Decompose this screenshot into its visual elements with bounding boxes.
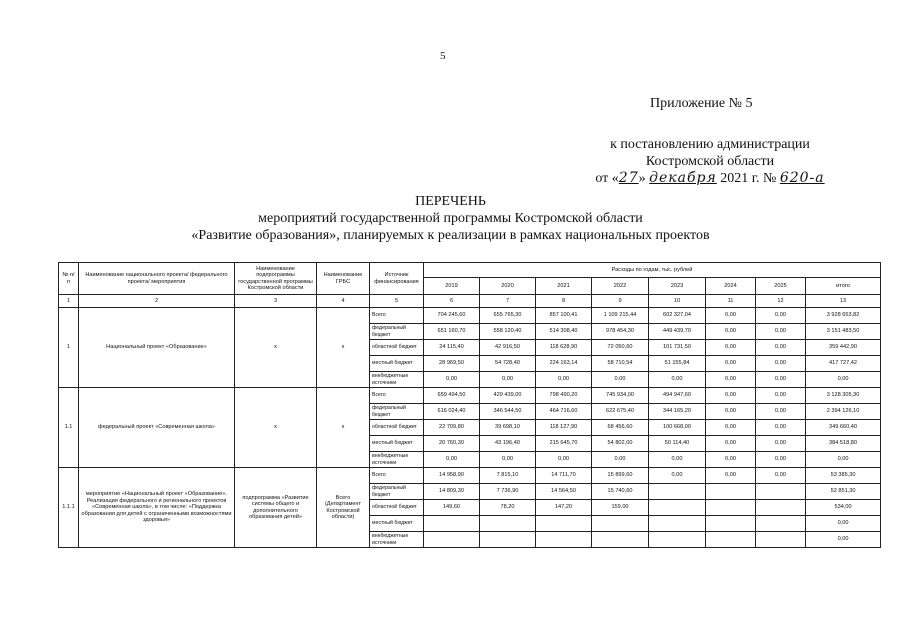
amount-cell: 14 564,50 <box>536 484 592 500</box>
decree-date-line <box>560 170 860 187</box>
amount-cell: 22 709,80 <box>424 420 480 436</box>
amount-cell: 52 851,30 <box>806 484 881 500</box>
amount-cell <box>592 532 649 548</box>
row-name-cell: Национальный проект «Образование» <box>79 308 235 388</box>
header-year: 2021 <box>536 278 592 295</box>
amount-cell: 0,00 <box>806 452 881 468</box>
amount-cell: 0,00 <box>649 372 706 388</box>
row-number-cell: 1.1.1 <box>59 468 79 548</box>
amount-cell: 7 815,10 <box>480 468 536 484</box>
amount-cell: 558 120,40 <box>480 324 536 340</box>
amount-cell <box>756 532 806 548</box>
amount-cell: 224 163,14 <box>536 356 592 372</box>
amount-cell: 0,00 <box>706 452 756 468</box>
header-subprogram: Наименование подпрограммы государственной программы Костромской области <box>235 263 317 295</box>
column-index-row <box>59 295 881 308</box>
amount-cell: 464 716,60 <box>536 404 592 420</box>
amount-cell: 28 969,50 <box>424 356 480 372</box>
amount-cell: 0,00 <box>756 436 806 452</box>
row-subprogram-cell: х <box>235 388 317 468</box>
amount-cell: 39 698,10 <box>480 420 536 436</box>
amount-cell <box>756 516 806 532</box>
amount-cell: 14 711,70 <box>536 468 592 484</box>
decree-number: 620-а <box>779 170 825 186</box>
funding-source-cell: областной бюджет <box>370 420 424 436</box>
amount-cell: 215 645,70 <box>536 436 592 452</box>
funding-source-cell: Всего <box>370 468 424 484</box>
header-year: 2023 <box>649 278 706 295</box>
header-year: 2019 <box>424 278 480 295</box>
table-row <box>59 308 881 324</box>
amount-cell: 159,00 <box>592 500 649 516</box>
column-index-cell: 6 <box>424 295 480 308</box>
column-index-cell: 11 <box>706 295 756 308</box>
amount-cell: 0,00 <box>706 388 756 404</box>
amount-cell: 0,00 <box>756 468 806 484</box>
amount-cell: 1 109 215,44 <box>592 308 649 324</box>
amount-cell: 494 947,60 <box>649 388 706 404</box>
document-title <box>0 193 901 244</box>
amount-cell: 0,00 <box>706 404 756 420</box>
amount-cell <box>592 516 649 532</box>
header-name: Наименование национального проекта/ федерального проекта/ мероприятия <box>79 263 235 295</box>
amount-cell: 101 731,50 <box>649 340 706 356</box>
row-grbs-cell: х <box>317 388 370 468</box>
row-number-cell: 1 <box>59 308 79 388</box>
amount-cell: 0,00 <box>756 308 806 324</box>
amount-cell: 0,00 <box>706 324 756 340</box>
header-year: 2025 <box>756 278 806 295</box>
amount-cell: 0,00 <box>756 452 806 468</box>
amount-cell: 50 114,40 <box>649 436 706 452</box>
amount-cell: 429 439,00 <box>480 388 536 404</box>
funding-source-cell: Всего <box>370 308 424 324</box>
amount-cell <box>706 484 756 500</box>
amount-cell: 0,00 <box>756 340 806 356</box>
page-number: 5 <box>440 50 446 62</box>
row-grbs-cell: Всего (Департамент Костромской области) <box>317 468 370 548</box>
amount-cell <box>480 532 536 548</box>
header-year: 2020 <box>480 278 536 295</box>
amount-cell: 20 760,30 <box>424 436 480 452</box>
row-name-cell: федеральный проект «Современная школа» <box>79 388 235 468</box>
amount-cell: 3 151 483,50 <box>806 324 881 340</box>
column-index-cell: 12 <box>756 295 806 308</box>
amount-cell <box>536 532 592 548</box>
column-index-cell: 7 <box>480 295 536 308</box>
amount-cell: 651 160,70 <box>424 324 480 340</box>
header-year: 2024 <box>706 278 756 295</box>
decree-prefix: от « <box>595 171 619 186</box>
amount-cell: 0,00 <box>756 372 806 388</box>
column-index-cell: 10 <box>649 295 706 308</box>
amount-cell: 42 916,50 <box>480 340 536 356</box>
amount-cell <box>536 516 592 532</box>
amount-cell: 0,00 <box>649 468 706 484</box>
amount-cell: 704 245,60 <box>424 308 480 324</box>
amount-cell: 514 308,40 <box>536 324 592 340</box>
funding-source-cell: местный бюджет <box>370 516 424 532</box>
amount-cell <box>756 484 806 500</box>
amount-cell: 0,00 <box>706 308 756 324</box>
amount-cell: 118 127,90 <box>536 420 592 436</box>
table-row <box>59 388 881 404</box>
amount-cell <box>424 516 480 532</box>
amount-cell: 659 494,50 <box>424 388 480 404</box>
column-index-cell: 2 <box>79 295 235 308</box>
funding-source-cell: федеральный бюджет <box>370 404 424 420</box>
amount-cell: 0,00 <box>756 404 806 420</box>
column-index-cell: 8 <box>536 295 592 308</box>
amount-cell: 745 934,00 <box>592 388 649 404</box>
amount-cell: 3 128 305,30 <box>806 388 881 404</box>
funding-source-cell: внебюджетные источники <box>370 372 424 388</box>
title-line-3: «Развитие образования», планируемых к реализации в рамках национальных проектов <box>191 228 710 243</box>
amount-cell: 3 928 653,82 <box>806 308 881 324</box>
amount-cell: 15 899,60 <box>592 468 649 484</box>
header-source: Источник финансирования <box>370 263 424 295</box>
amount-cell: 344 165,20 <box>649 404 706 420</box>
amount-cell: 68 456,60 <box>592 420 649 436</box>
amount-cell: 0,00 <box>806 372 881 388</box>
amount-cell: 534,00 <box>806 500 881 516</box>
amount-cell: 0,00 <box>592 372 649 388</box>
amount-cell: 147,20 <box>536 500 592 516</box>
amount-cell: 0,00 <box>756 324 806 340</box>
decree-mid: » <box>638 171 650 186</box>
amount-cell: 43 196,40 <box>480 436 536 452</box>
amount-cell: 0,00 <box>592 452 649 468</box>
appendix-heading: Приложение № 5 <box>650 96 753 111</box>
header-grbs: Наименование ГРБС <box>317 263 370 295</box>
amount-cell: 0,00 <box>706 436 756 452</box>
amount-cell: 417 727,42 <box>806 356 881 372</box>
row-grbs-cell: х <box>317 308 370 388</box>
funding-source-cell: внебюджетные источники <box>370 532 424 548</box>
decree-year: 2021 г. № <box>716 171 780 186</box>
amount-cell <box>649 516 706 532</box>
amount-cell <box>706 516 756 532</box>
amount-cell: 2 394 126,10 <box>806 404 881 420</box>
amount-cell: 51 155,84 <box>649 356 706 372</box>
amount-cell: 0,00 <box>536 372 592 388</box>
amount-cell: 118 628,90 <box>536 340 592 356</box>
row-name-cell: мероприятие «Национальный проект «Образование». Реализация федерального и регионального проектов «Современная школа», в том числе: «Поддержка образования для детей с ограниченными возможностями здоровья» <box>79 468 235 548</box>
amount-cell: 24 115,40 <box>424 340 480 356</box>
amount-cell: 349 660,40 <box>806 420 881 436</box>
row-subprogram-cell: подпрограмма «Развитие системы общего и дополнительного образования детей» <box>235 468 317 548</box>
amount-cell <box>649 532 706 548</box>
amount-cell <box>424 532 480 548</box>
decree-day: 27 <box>618 170 639 186</box>
amount-cell: 53 385,30 <box>806 468 881 484</box>
header-year: итого <box>806 278 881 295</box>
funding-source-cell: федеральный бюджет <box>370 484 424 500</box>
title-line-2: мероприятий государственной программы Костромской области <box>258 211 643 226</box>
amount-cell <box>706 532 756 548</box>
decree-reference <box>560 136 860 187</box>
amount-cell <box>706 500 756 516</box>
amount-cell: 622 675,40 <box>592 404 649 420</box>
amount-cell: 7 736,90 <box>480 484 536 500</box>
column-index-cell: 9 <box>592 295 649 308</box>
funding-source-cell: местный бюджет <box>370 436 424 452</box>
amount-cell <box>480 516 536 532</box>
amount-cell: 72 050,60 <box>592 340 649 356</box>
amount-cell: 0,00 <box>756 356 806 372</box>
amount-cell: 0,00 <box>536 452 592 468</box>
amount-cell: 0,00 <box>706 420 756 436</box>
column-index-cell: 4 <box>317 295 370 308</box>
funding-source-cell: Всего <box>370 388 424 404</box>
amount-cell: 54 802,00 <box>592 436 649 452</box>
amount-cell: 0,00 <box>756 420 806 436</box>
amount-cell: 0,00 <box>706 340 756 356</box>
funding-source-cell: внебюджетные источники <box>370 452 424 468</box>
row-number-cell: 1.1 <box>59 388 79 468</box>
amount-cell: 0,00 <box>424 452 480 468</box>
amount-cell <box>756 500 806 516</box>
measures-table <box>58 262 881 548</box>
amount-cell: 15 740,60 <box>592 484 649 500</box>
decree-line-1: к постановлению администрации <box>610 137 810 152</box>
amount-cell: 359 442,90 <box>806 340 881 356</box>
column-index-cell: 13 <box>806 295 881 308</box>
column-index-cell: 3 <box>235 295 317 308</box>
amount-cell: 0,00 <box>706 468 756 484</box>
header-year: 2022 <box>592 278 649 295</box>
decree-line-2: Костромской области <box>645 154 775 169</box>
amount-cell: 14 958,90 <box>424 468 480 484</box>
amount-cell: 857 100,41 <box>536 308 592 324</box>
funding-source-cell: местный бюджет <box>370 356 424 372</box>
column-index-cell: 5 <box>370 295 424 308</box>
column-index-cell: 1 <box>59 295 79 308</box>
funding-source-cell: областной бюджет <box>370 340 424 356</box>
amount-cell: 78,20 <box>480 500 536 516</box>
amount-cell: 602 327,04 <box>649 308 706 324</box>
amount-cell: 14 809,30 <box>424 484 480 500</box>
title-line-1: ПЕРЕЧЕНЬ <box>415 194 486 209</box>
amount-cell: 0,00 <box>706 356 756 372</box>
funding-source-cell: областной бюджет <box>370 500 424 516</box>
amount-cell: 58 710,54 <box>592 356 649 372</box>
amount-cell: 0,00 <box>424 372 480 388</box>
amount-cell: 0,00 <box>806 532 881 548</box>
amount-cell: 616 024,40 <box>424 404 480 420</box>
amount-cell: 0,00 <box>706 372 756 388</box>
amount-cell: 655 765,30 <box>480 308 536 324</box>
amount-cell: 0,00 <box>806 516 881 532</box>
table-row <box>59 468 881 484</box>
amount-cell: 449 439,70 <box>649 324 706 340</box>
row-subprogram-cell: х <box>235 308 317 388</box>
amount-cell: 0,00 <box>480 452 536 468</box>
funding-source-cell: федеральный бюджет <box>370 324 424 340</box>
amount-cell: 0,00 <box>480 372 536 388</box>
amount-cell: 798 490,20 <box>536 388 592 404</box>
amount-cell: 0,00 <box>756 388 806 404</box>
header-expenses: Расходы по годам, тыс. рублей <box>424 263 881 278</box>
amount-cell: 100 668,00 <box>649 420 706 436</box>
amount-cell: 384 518,80 <box>806 436 881 452</box>
amount-cell <box>649 500 706 516</box>
amount-cell: 346 544,50 <box>480 404 536 420</box>
amount-cell: 978 454,30 <box>592 324 649 340</box>
header-num: № п/п <box>59 263 79 295</box>
amount-cell: 0,00 <box>649 452 706 468</box>
amount-cell: 54 728,40 <box>480 356 536 372</box>
amount-cell: 149,60 <box>424 500 480 516</box>
amount-cell <box>649 484 706 500</box>
decree-month: декабря <box>649 170 717 186</box>
